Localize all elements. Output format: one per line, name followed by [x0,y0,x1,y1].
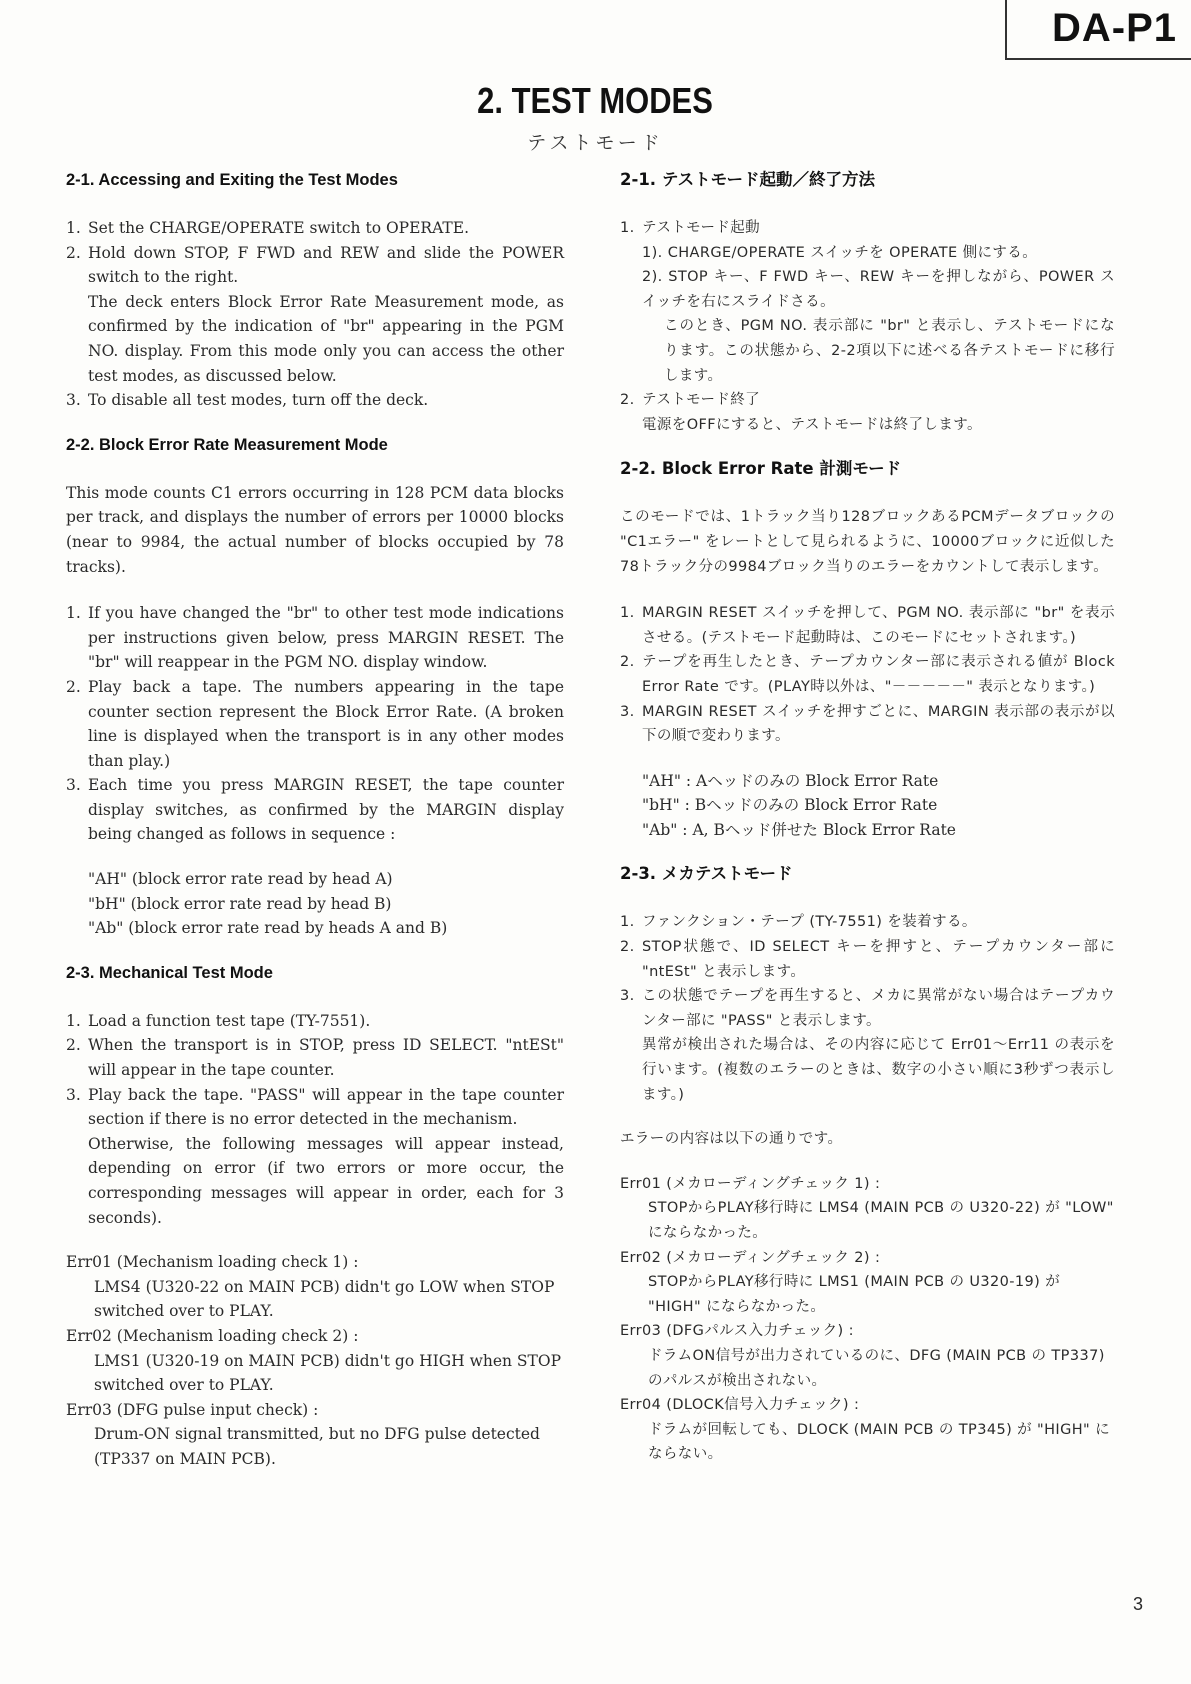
error-description: STOPからPLAY移行時に LMS1 (MAIN PCB の U320-19) が "HIGH" にならなかった。 [648,1274,1061,1315]
error-description: ドラムON信号が出力されているのに、DFG (MAIN PCB の TP337) のパルスが検出されない。 [648,1347,1105,1389]
list-item [620,601,1115,650]
list-item [66,675,564,773]
error-code: Err03 (DFGパルス入力チェック) : [620,1323,854,1340]
item-note: The deck enters Block Error Rate Measurement mode, as confirmed by the indication of "br" appearing in the PGM NO. display. From this mode only you can access the other test modes, as discussed below. [88,292,564,385]
section-heading: 2-2. Block Error Rate 計測モード [620,459,902,479]
item-number: 2. [620,939,635,956]
english-column [66,170,564,1494]
margin-code: "AH" (block error rate read by head A) [88,870,393,889]
error-code: Err02 (メカローディングチェック 2) : [620,1249,881,1266]
error-code: Err01 (Mechanism loading check 1) : [66,1253,359,1272]
item-text: Play back the tape. "PASS" will appear in the tape counter section if there is no error detected in the mechanism. [88,1085,564,1129]
margin-code-list [620,769,1115,843]
error-code: Err04 (DLOCK信号入力チェック) : [620,1397,860,1414]
item-text: Set the CHARGE/OPERATE switch to OPERATE. [88,219,469,237]
item-note: Otherwise, the following messages will appear instead, depending on error (if two errors or more occur, the corresponding messages will appear in order, each for 3 seconds). [88,1134,564,1227]
error-code: Err03 (DFG pulse input check) : [66,1400,319,1419]
item-text: When the transport is in STOP, press ID SELECT. "ntESt" will appear in the tape counter. [88,1036,564,1080]
error-description: STOPからPLAY移行時に LMS4 (MAIN PCB の U320-22) が "LOW" にならなかった。 [648,1200,1114,1241]
item-text: ファンクション・テープ (TY-7551) を装着する。 [642,914,977,931]
item-text: MARGIN RESET スイッチを押すごとに、MARGIN 表示部の表示が以下の順で変わります。 [642,703,1115,745]
item-note: このとき、PGM NO. 表示部に "br" と表示し、テストモードになります。この状態から、2-2項以下に述べる各テストモードに移行します。 [664,318,1115,384]
section-heading: 2-1. テストモード起動／終了方法 [620,170,876,189]
japanese-column [620,170,1115,1489]
model-label: DA-P1 [1051,6,1177,50]
item-note: 電源をOFFにすると、テストモードは終了します。 [642,416,982,433]
margin-code-list [66,867,564,941]
margin-code: "Ab" : A, Bヘッド併せた Block Error Rate [642,820,956,839]
section-heading: 2-2. Block Error Rate Measurement Mode [66,435,388,454]
list-item [66,1009,564,1034]
item-number: 1. [66,1011,81,1030]
item-number: 3. [66,391,81,410]
page-subtitle: テストモード [527,132,664,154]
item-text: Hold down STOP, F FWD and REW and slide the POWER switch to the right. [88,243,564,287]
list-item [66,388,564,413]
item-number: 3. [620,988,635,1005]
item-text: STOP状態で、ID SELECT キーを押すと、テープカウンター部に "ntESt" と表示します。 [642,939,1115,980]
list-item [620,910,1115,935]
section-mechanical [66,963,564,1472]
item-text: Each time you press MARGIN RESET, the tape counter display switches, as confirmed by the MARGIN display being changed as follows in sequence : [88,776,564,844]
item-text: この状態でテープを再生すると、メカに異常がない場合はテープカウンター部に "PASS" と表示します。 [642,988,1115,1029]
margin-code: "bH" : Bヘッドのみの Block Error Rate [642,796,938,815]
item-number: 3. [66,1085,81,1104]
section-heading: 2-3. Mechanical Test Mode [66,963,273,982]
item-text: Load a function test tape (TY-7551). [88,1011,371,1030]
page-number: 3 [1132,1594,1143,1614]
item-text: テストモード終了 [642,392,761,409]
item-number: 1. [66,219,81,237]
item-number: 1. [620,914,635,931]
section-heading: 2-3. メカテストモード [620,864,793,884]
list-item [620,700,1115,749]
list-item [66,241,564,290]
item-number: 2. [620,392,635,409]
list-item [620,935,1115,984]
item-number: 1. [620,220,635,236]
section-accessing [66,170,564,413]
item-number: 2. [620,654,635,671]
error-description: LMS4 (U320-22 on MAIN PCB) didn't go LOW when STOP switched over to PLAY. [94,1277,555,1321]
item-text: MARGIN RESET スイッチを押して、PGM NO. 表示部に "br" を表示させる。(テストモード起動時は、このモードにセットされます。) [642,605,1115,646]
list-item [620,984,1115,1033]
section-mechanical-jp [620,864,1115,1466]
item-text: If you have changed the "br" to other test mode indications per instructions given below, press MARGIN RESET. The "br" will reappear in the PGM NO. display window. [88,604,564,672]
list-item [66,1033,564,1082]
item-text: Play back a tape. The numbers appearing in the tape counter section represent the Block Error Rate. (A broken line is displayed when the transport is in any other modes than play.) [88,677,564,770]
list-item [66,216,564,241]
section-heading: 2-1. Accessing and Exiting the Test Modes [66,171,398,189]
item-number: 1. [66,604,81,623]
item-number: 3. [620,703,635,720]
error-intro: エラーの内容は以下の通りです。 [620,1131,843,1148]
list-item [620,650,1115,699]
item-number: 2. [66,1036,81,1055]
section-intro: This mode counts C1 errors occurring in 128 PCM data blocks per track, and displays the number of errors per 10000 blocks (near to 9984, the actual number of blocks occupied by 78 tracks). [66,483,564,576]
error-code: Err01 (メカローディングチェック 1) : [620,1175,881,1192]
error-description: LMS1 (U320-19 on MAIN PCB) didn't go HIGH when STOP switched over to PLAY. [94,1351,561,1395]
section-intro: このモードでは、1トラック当り128ブロックあるPCMデータブロックの "C1エラー" をレートとして見られるように、10000ブロックに近似した78トラック分の9984ブロック当りのエラーをカウントして表示します。 [620,509,1115,575]
list-item [66,773,564,847]
list-item [620,216,1115,241]
item-number: 2. [66,677,81,696]
section-block-error [66,435,564,941]
margin-code: "bH" (block error rate read by head B) [88,894,392,913]
item-text: テープを再生したとき、テープカウンター部に表示される値が Block Error Rate です。(PLAY時以外は、"－－－－－" 表示となります。) [642,654,1115,695]
model-tab [1005,0,1191,60]
section-block-error-jp [620,459,1115,842]
page-title: 2. TEST MODES [477,80,714,121]
error-description: Drum-ON signal transmitted, but no DFG pulse detected (TP337 on MAIN PCB). [94,1425,540,1468]
item-number: 2. [66,243,81,262]
margin-code: "AH" : Aヘッドのみの Block Error Rate [642,771,939,790]
item-number: 3. [66,776,81,795]
title-block [0,80,1191,155]
error-description: ドラムが回転しても、DLOCK (MAIN PCB の TP345) が "HIGH" にならない。 [648,1421,1111,1463]
item-number: 1. [620,605,635,622]
item-text: To disable all test modes, turn off the deck. [88,391,429,410]
item-text: 1). CHARGE/OPERATE スイッチを OPERATE 側にする。 [642,244,1038,261]
margin-code: "Ab" (block error rate read by heads A and B) [88,919,448,938]
item-text: 2). STOP キー、F FWD キー、REW キーを押しながら、POWER スイッチを右にスライドさる。 [642,269,1115,310]
list-item [66,1083,564,1132]
list-item [66,601,564,675]
section-accessing-jp [620,170,1115,437]
item-text: テストモード起動 [642,220,761,236]
item-note: 異常が検出された場合は、その内容に応じて Err01～Err11 の表示を行います。(複数のエラーのときは、数字の小さい順に3秒ずつ表示します。) [642,1037,1115,1103]
error-code: Err02 (Mechanism loading check 2) : [66,1326,359,1345]
list-item [620,388,1115,413]
